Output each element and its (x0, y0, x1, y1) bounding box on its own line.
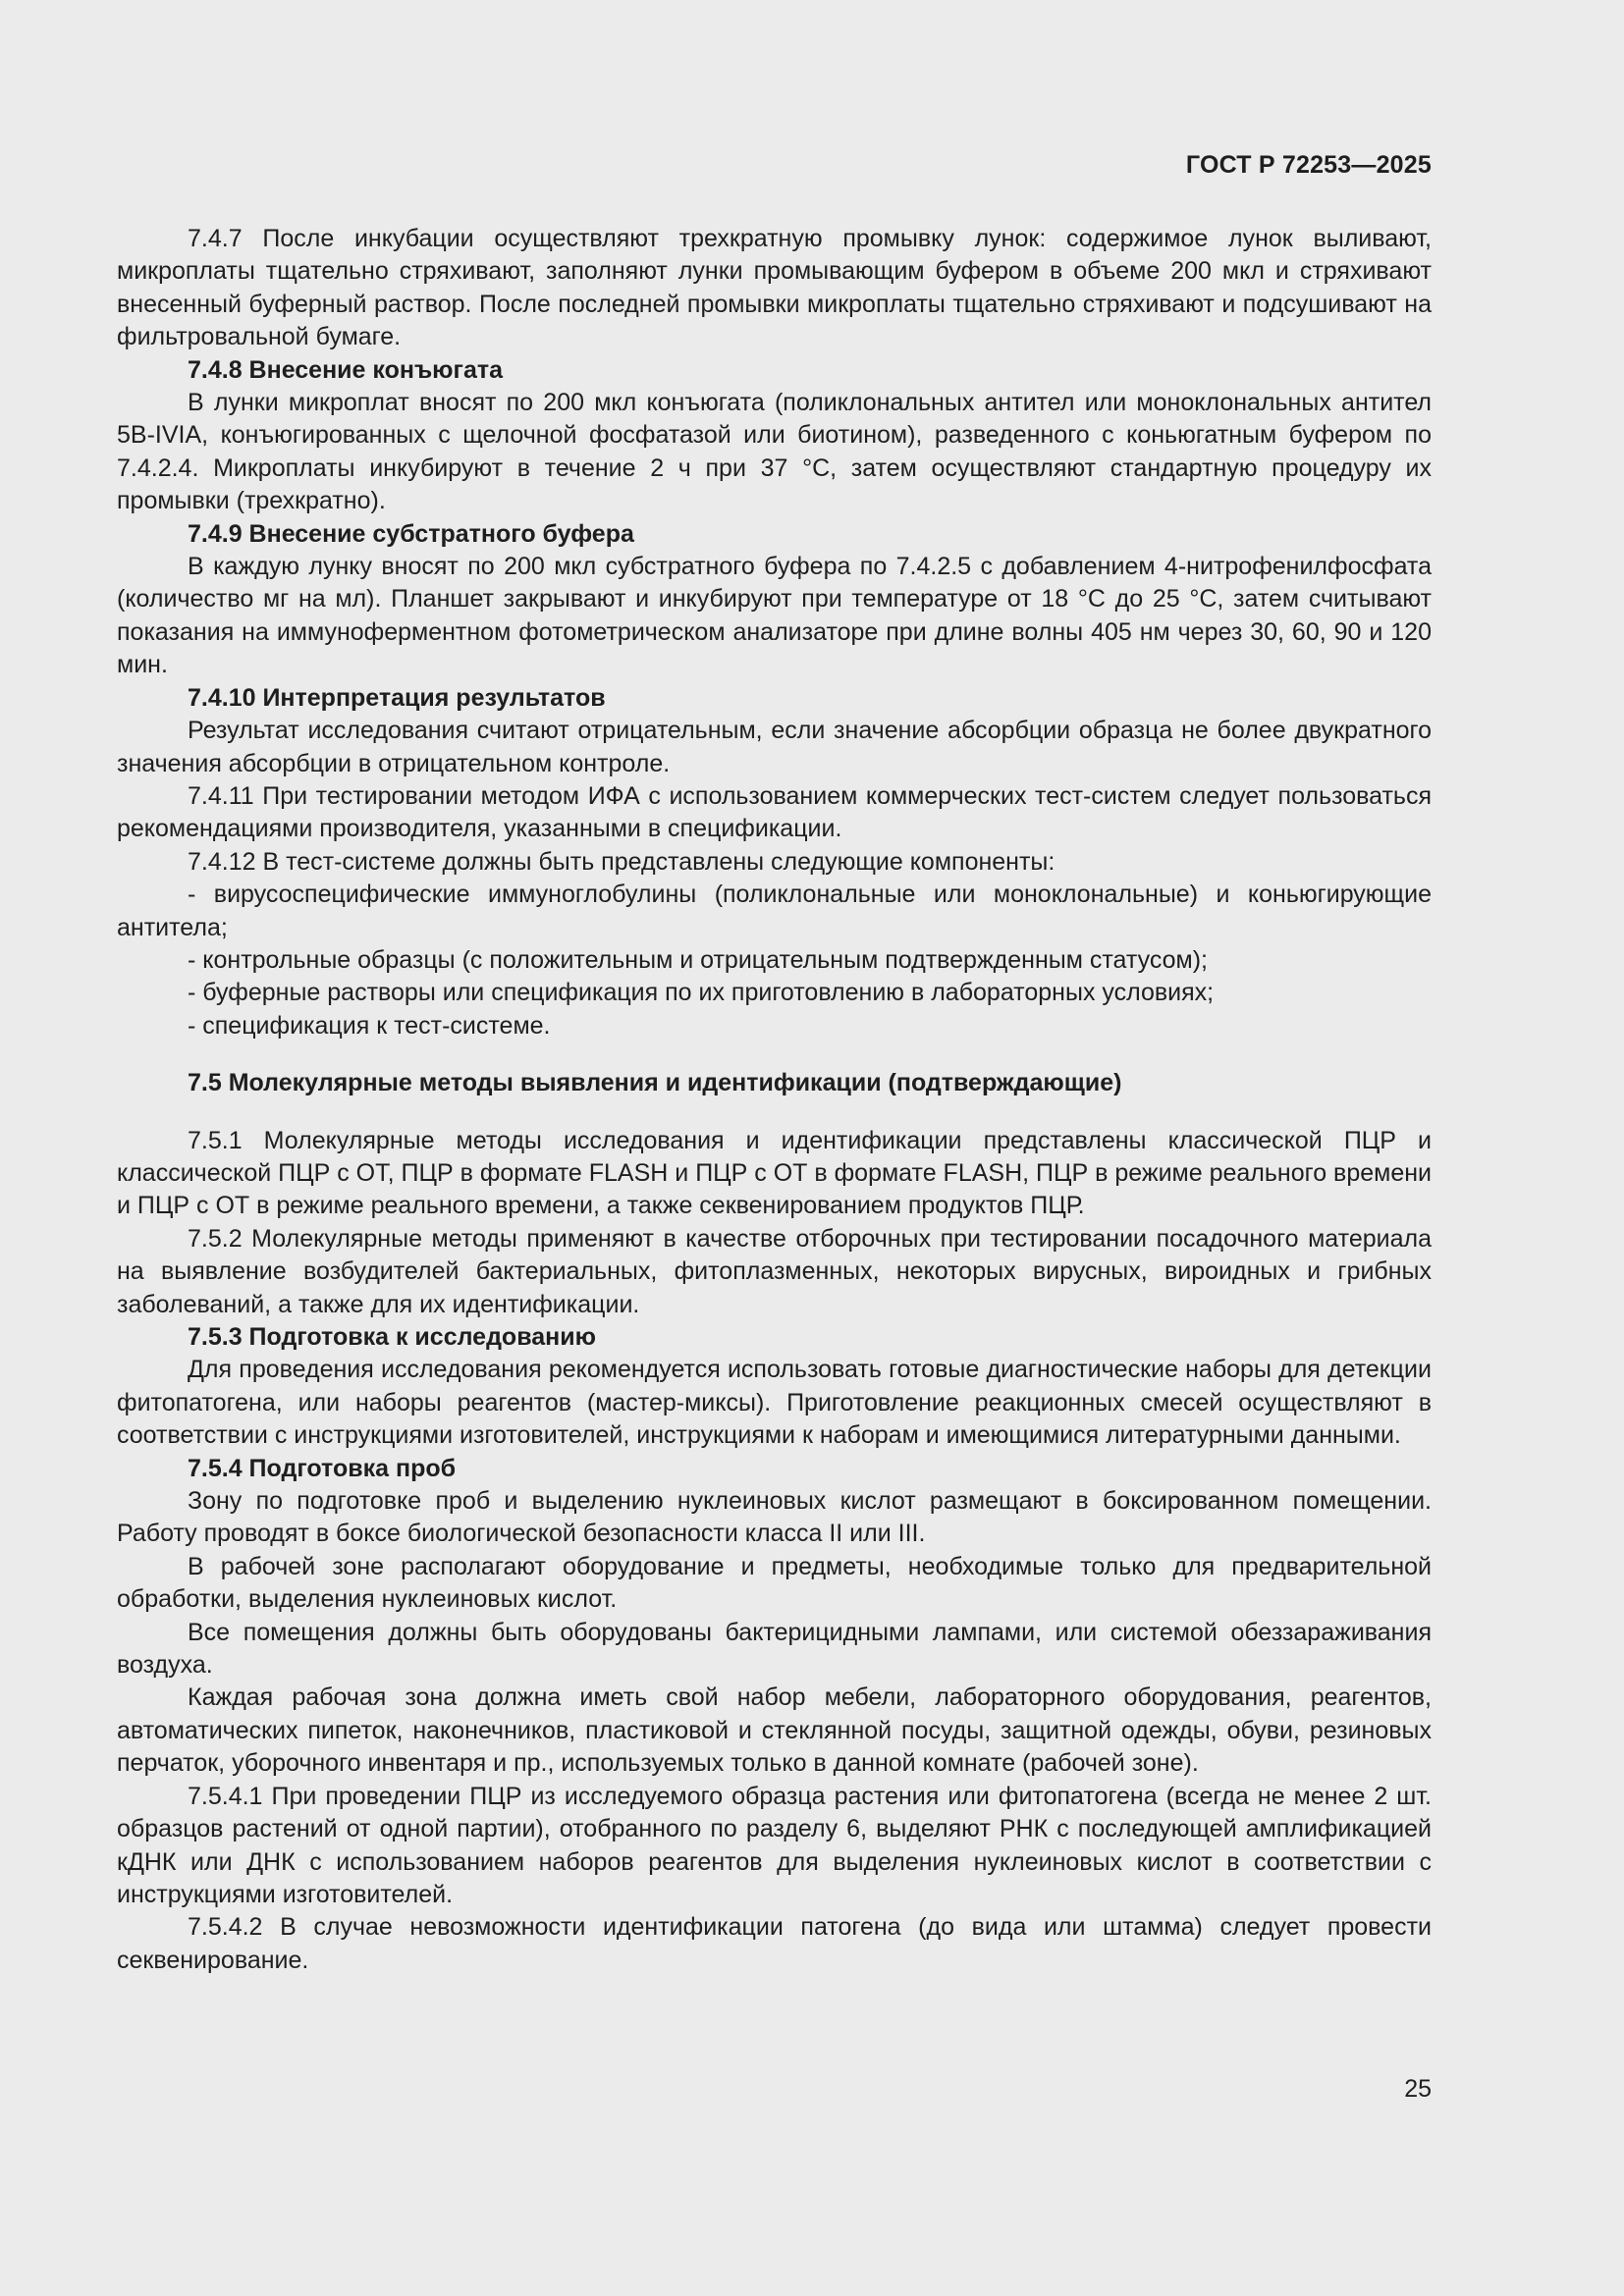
paragraph: Для проведения исследования рекомендуется использовать готовые диагностические наборы для детекции фитопатогена, или наборы реагентов (мастер-миксы). Приготовление реакционных смесей осуществляют в соответствии с инструкциями изготовителей, инструкциями к наборам и имеющимися литературными данными. (117, 1356, 1432, 1450)
paragraph: 7.5.4.1 При проведении ПЦР из исследуемого образца растения или фитопатогена (всегда не менее 2 шт. образцов растений от одной партии), отобранного по разделу 6, выделяют РНК с последующей амплификацией кДНК или ДНК с использованием наборов реагентов для выделения нуклеиновых кислот в соответствии с инструкциями изготовителей. (117, 1782, 1432, 1908)
paragraph: 7.5.2 Молекулярные методы применяют в качестве отборочных при тестировании посадочного материала на выявление возбудителей бактериальных, фитоплазменных, некоторых вирусных, вироидных и грибных заболеваний, а также для их идентификации. (117, 1224, 1432, 1318)
subsection-heading: 7.5.3 Подготовка к исследованию (188, 1323, 596, 1351)
paragraph: В каждую лунку вносят по 200 мкл субстратного буфера по 7.4.2.5 с добавлением 4-нитрофенилфосфата (количество мг на мл). Планшет закрывают и инкубируют при температуре от 18 °С до 25 °С, затем считывают показания на иммуноферментном фотометрическом анализаторе при длине волны 405 нм через 30, 60, 90 и 120 мин. (117, 553, 1432, 679)
paragraph: В рабочей зоне располагают оборудование и предметы, необходимые только для предварительной обработки, выделения нуклеиновых кислот. (117, 1552, 1432, 1614)
list-item: - контрольные образцы (с положительным и отрицательным подтвержденным статусом); (188, 945, 1209, 974)
page-number: 25 (1404, 2075, 1432, 2103)
paragraph: 7.4.12 В тест-системе должны быть представлены следующие компоненты: (188, 847, 1056, 876)
paragraph: 7.4.11 При тестировании методом ИФА с использованием коммерческих тест-систем следует пользоваться рекомендациями производителя, указанными в спецификации. (117, 781, 1432, 843)
document-header: ГОСТ Р 72253—2025 (1185, 151, 1432, 179)
section-heading: 7.5 Молекулярные методы выявления и идентификации (подтверждающие) (188, 1069, 1122, 1097)
paragraph: 7.5.4.2 В случае невозможности идентификации патогена (до вида или штамма) следует провести секвенирование. (117, 1913, 1432, 1974)
paragraph: Зону по подготовке проб и выделению нуклеиновых кислот размещают в боксированном помещении. Работу проводят в боксе биологической безопасности класса II или III. (117, 1487, 1432, 1548)
paragraph: Все помещения должны быть оборудованы бактерицидными лампами, или системой обеззараживания воздуха. (117, 1618, 1432, 1680)
list-item: - буферные растворы или спецификация по их приготовлению в лабораторных условиях; (188, 979, 1215, 1007)
paragraph: 7.4.7 После инкубации осуществляют трехкратную промывку лунок: содержимое лунок выливают, микроплаты тщательно стряхивают, заполняют лунки промывающим буфером в объеме 200 мкл и стряхивают внесенный буферный раствор. После последней промывки микроплаты тщательно стряхивают и подсушивают на фильтровальной бумаге. (117, 225, 1432, 351)
paragraph: Каждая рабочая зона должна иметь свой набор мебели, лабораторного оборудования, реагентов, автоматических пипеток, наконечников, пластиковой и стеклянной посуды, защитной одежды, обуви, резиновых перчаток, уборочного инвентаря и пр., используемых только в данной комнате (рабочей зоне). (117, 1683, 1432, 1778)
paragraph: 7.5.1 Молекулярные методы исследования и идентификации представлены классической ПЦР и классической ПЦР с ОТ, ПЦР в формате FLASH и ПЦР с ОТ в формате FLASH, ПЦР в режиме реального времени и ПЦР с ОТ в режиме реального времени, а также секвенированием продуктов ПЦР. (117, 1126, 1432, 1220)
list-item: - спецификация к тест-системе. (188, 1011, 551, 1040)
document-body (117, 223, 1432, 1977)
paragraph: Результат исследования считают отрицательным, если значение абсорбции образца не более двукратного значения абсорбции в отрицательном контроле. (117, 717, 1432, 777)
subsection-heading: 7.4.10 Интерпретация результатов (188, 683, 606, 712)
list-item: - вирусоспецифические иммуноглобулины (поликлональные или моноклональные) и коньюгирующие антитела; (117, 881, 1432, 941)
subsection-heading: 7.4.9 Внесение субстратного буфера (188, 519, 634, 548)
subsection-heading: 7.4.8 Внесение конъюгата (188, 355, 503, 384)
subsection-heading: 7.5.4 Подготовка проб (188, 1454, 457, 1482)
paragraph: В лунки микроплат вносят по 200 мкл конъюгата (поликлональных антител или моноклональных антител 5B-IVIA, конъюгированных с щелочной фосфатазой или биотином), разведенного с коньюгатным буфером по 7.4.2.4. Микроплаты инкубируют в течение 2 ч при 37 °С, затем осуществляют стандартную процедуру их промывки (трехкратно). (117, 389, 1432, 515)
